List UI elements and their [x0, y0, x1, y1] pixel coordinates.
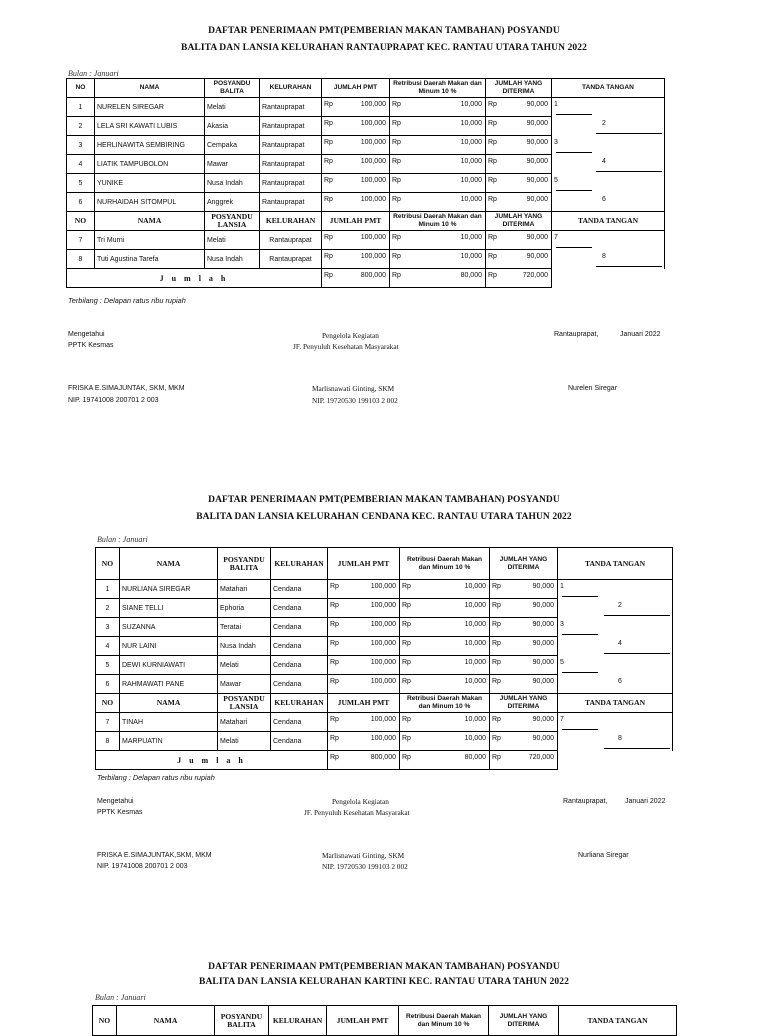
cell-nama: YUNIKE — [95, 174, 205, 193]
cell-retribusi: Rp 10,000 — [390, 136, 486, 155]
cell-no: 3 — [67, 136, 95, 155]
table-row — [96, 675, 673, 694]
header-tanda-tangan: TANDA TANGAN — [552, 212, 665, 231]
total-diterima: Rp 720,000 — [486, 269, 552, 288]
section-2-title-line-2: BALITA DAN LANSIA KELURAHAN CENDANA KEC. RANTAU UTARA TAHUN 2022 — [196, 512, 572, 522]
total-jumlah-pmt: Rp 800,000 — [328, 751, 400, 770]
cell-diterima: Rp 90,000 — [486, 136, 552, 155]
cell-no: 2 — [67, 117, 95, 136]
header-jumlah-pmt: JUMLAH PMT — [322, 212, 390, 231]
table-row — [67, 136, 665, 155]
cell-retribusi: Rp 10,000 — [400, 656, 490, 675]
section-1-mengetahui: Mengetahui — [68, 331, 105, 338]
cell-kelurahan: Cendana — [271, 637, 328, 656]
cell-posyandu: Melati — [205, 231, 260, 250]
total-label: J u m l a h — [96, 751, 328, 770]
cell-diterima: Rp 90,000 — [486, 231, 552, 250]
cell-retribusi: Rp 10,000 — [390, 174, 486, 193]
header-kelurahan: KELURAHAN — [269, 1006, 327, 1036]
header-tanda-tangan: TANDA TANGAN — [552, 79, 665, 98]
header-posyandu-lansia: POSYANDU LANSIA — [205, 212, 260, 231]
table-row — [96, 637, 673, 656]
cell-nama: NUR LAINI — [120, 637, 218, 656]
header-retribusi: Retribusi Daerah Makan dan Minum 10 % — [390, 212, 486, 231]
cell-retribusi: Rp 10,000 — [390, 193, 486, 212]
section-1-month: Bulan : Januari — [68, 69, 119, 78]
total-retribusi: Rp 80,000 — [390, 269, 486, 288]
section-2-title-line-1: DAFTAR PENERIMAAN PMT(PEMBERIAN MAKAN TAMBAHAN) POSYANDU — [208, 495, 560, 505]
cell-posyandu: Akasia — [205, 117, 260, 136]
cell-diterima: Rp 90,000 — [490, 656, 558, 675]
table-row — [67, 155, 665, 174]
cell-diterima: Rp 90,000 — [490, 580, 558, 599]
section-1-pptk: PPTK Kesmas — [68, 342, 114, 349]
cell-signature: 4 — [552, 155, 665, 174]
cell-diterima: Rp 90,000 — [490, 713, 558, 732]
cell-nama: Tuti Agustina Tarefa — [95, 250, 205, 269]
header-jumlah-diterima: JUMLAH YANG DITERIMA — [486, 212, 552, 231]
cell-kelurahan: Cendana — [271, 618, 328, 637]
cell-diterima: Rp 90,000 — [486, 117, 552, 136]
table-row — [96, 580, 673, 599]
header-nama: NAMA — [95, 79, 205, 98]
cell-signature: 1 — [552, 98, 665, 117]
cell-signature: 2 — [552, 117, 665, 136]
cell-jumlah-pmt: Rp 100,000 — [328, 618, 400, 637]
cell-jumlah-pmt: Rp 100,000 — [328, 713, 400, 732]
table-row — [67, 174, 665, 193]
cell-nama: NURHAIDAH SITOMPUL — [95, 193, 205, 212]
header-jumlah-pmt: JUMLAH PMT — [322, 79, 390, 98]
header-jumlah-diterima: JUMLAH YANG DITERIMA — [486, 79, 552, 98]
section-1-place: Rantauprapat, — [554, 331, 599, 338]
table-header-row — [67, 79, 665, 98]
cell-kelurahan: Cendana — [271, 732, 328, 751]
cell-no: 3 — [96, 618, 120, 637]
section-2-sign3-name: Nurliana Siregar — [578, 852, 629, 859]
cell-kelurahan: Rantauprapat — [260, 136, 322, 155]
header-posyandu-lansia: POSYANDU LANSIA — [218, 694, 271, 713]
cell-jumlah-pmt: Rp 100,000 — [322, 231, 390, 250]
table-total-row — [67, 269, 665, 288]
total-retribusi: Rp 80,000 — [400, 751, 490, 770]
cell-nama: RAHMAWATI PANE — [120, 675, 218, 694]
header-jumlah-diterima: JUMLAH YANG DITERIMA — [489, 1006, 559, 1036]
cell-no: 1 — [67, 98, 95, 117]
header-no: NO — [93, 1006, 117, 1036]
cell-retribusi: Rp 10,000 — [390, 250, 486, 269]
header-nama: NAMA — [117, 1006, 215, 1036]
cell-posyandu: Ephoria — [218, 599, 271, 618]
cell-jumlah-pmt: Rp 100,000 — [328, 656, 400, 675]
header-no: NO — [96, 548, 120, 580]
cell-nama: TINAH — [120, 713, 218, 732]
cell-nama: LELA SRI KAWATI LUBIS — [95, 117, 205, 136]
header-no: NO — [67, 79, 95, 98]
header-kelurahan: KELURAHAN — [271, 548, 328, 580]
table-row — [67, 117, 665, 136]
section-1-pengelola: Pengelola Kegiatan — [322, 331, 379, 340]
cell-nama: HERLINAWITA SEMBIRING — [95, 136, 205, 155]
cell-nama: NURLIANA SIREGAR — [120, 580, 218, 599]
header-retribusi: Retribusi Daerah Makan dan Minum 10 % — [390, 79, 486, 98]
table-total-row — [96, 751, 673, 770]
header-jumlah-diterima: JUMLAH YANG DITERIMA — [490, 548, 558, 580]
table-row — [96, 618, 673, 637]
cell-no: 8 — [96, 732, 120, 751]
cell-no: 7 — [96, 713, 120, 732]
cell-signature: 4 — [558, 637, 673, 656]
cell-kelurahan: Cendana — [271, 713, 328, 732]
cell-signature: 5 — [552, 174, 665, 193]
table-row — [96, 713, 673, 732]
cell-retribusi: Rp 10,000 — [400, 637, 490, 656]
section-2-sign1-name: FRISKA E.SIMAJUNTAK,SKM, MKM — [97, 852, 212, 859]
cell-diterima: Rp 90,000 — [490, 675, 558, 694]
header-jumlah-pmt: JUMLAH PMT — [327, 1006, 399, 1036]
cell-posyandu: Matahari — [218, 580, 271, 599]
cell-signature: 3 — [552, 136, 665, 155]
cell-kelurahan: Cendana — [271, 656, 328, 675]
table-row — [67, 98, 665, 117]
cell-signature: 1 — [558, 580, 673, 599]
cell-nama: SIANE TELLI — [120, 599, 218, 618]
header-no: NO — [96, 694, 120, 713]
cell-retribusi: Rp 10,000 — [400, 732, 490, 751]
total-empty — [558, 751, 673, 770]
header-posyandu-balita: POSYANDU BALITA — [215, 1006, 269, 1036]
section-2-pptk: PPTK Kesmas — [97, 809, 143, 816]
cell-diterima: Rp 90,000 — [486, 174, 552, 193]
cell-jumlah-pmt: Rp 100,000 — [328, 675, 400, 694]
cell-signature: 6 — [552, 193, 665, 212]
section-3-table — [92, 1005, 677, 1036]
cell-jumlah-pmt: Rp 100,000 — [328, 637, 400, 656]
cell-posyandu: Cempaka — [205, 136, 260, 155]
cell-signature: 7 — [558, 713, 673, 732]
header-posyandu-balita: POSYANDU BALITA — [218, 548, 271, 580]
cell-kelurahan: Rantauprapat — [260, 155, 322, 174]
cell-diterima: Rp 90,000 — [486, 193, 552, 212]
cell-signature: 6 — [558, 675, 673, 694]
cell-jumlah-pmt: Rp 100,000 — [322, 193, 390, 212]
cell-kelurahan: Rantauprapat — [260, 174, 322, 193]
cell-signature: 3 — [558, 618, 673, 637]
table-row — [67, 250, 665, 269]
cell-signature: 5 — [558, 656, 673, 675]
table-row — [67, 231, 665, 250]
table-header-row — [93, 1006, 677, 1036]
cell-jumlah-pmt: Rp 100,000 — [328, 732, 400, 751]
section-2-jf: JF. Penyuluh Kesehatan Masyarakat — [304, 808, 410, 817]
cell-diterima: Rp 90,000 — [486, 250, 552, 269]
cell-kelurahan: Rantauprapat — [260, 193, 322, 212]
cell-jumlah-pmt: Rp 100,000 — [322, 174, 390, 193]
cell-no: 2 — [96, 599, 120, 618]
cell-diterima: Rp 90,000 — [490, 618, 558, 637]
cell-jumlah-pmt: Rp 100,000 — [322, 250, 390, 269]
section-2-date: Januari 2022 — [625, 798, 666, 805]
header-retribusi: Retribusi Daerah Makan dan Minum 10 % — [399, 1006, 489, 1036]
cell-retribusi: Rp 10,000 — [400, 618, 490, 637]
section-2-place: Rantauprapat, — [563, 798, 608, 805]
cell-no: 8 — [67, 250, 95, 269]
cell-no: 5 — [96, 656, 120, 675]
cell-nama: LIATIK TAMPUBOLON — [95, 155, 205, 174]
cell-retribusi: Rp 10,000 — [390, 155, 486, 174]
cell-kelurahan: Cendana — [271, 599, 328, 618]
cell-signature: 2 — [558, 599, 673, 618]
header-nama: NAMA — [120, 694, 218, 713]
cell-jumlah-pmt: Rp 100,000 — [322, 136, 390, 155]
header-kelurahan: KELURAHAN — [260, 212, 322, 231]
table-row — [96, 656, 673, 675]
cell-jumlah-pmt: Rp 100,000 — [328, 599, 400, 618]
cell-posyandu: Melati — [205, 98, 260, 117]
section-2-pengelola: Pengelola Kegiatan — [332, 797, 389, 806]
header-tanda-tangan: TANDA TANGAN — [559, 1006, 677, 1036]
cell-posyandu: Nusa Indah — [218, 637, 271, 656]
cell-retribusi: Rp 10,000 — [390, 117, 486, 136]
section-1-jf: JF. Penyuluh Kesehatan Masyarakat — [293, 342, 399, 351]
cell-retribusi: Rp 10,000 — [400, 675, 490, 694]
cell-posyandu: Matahari — [218, 713, 271, 732]
cell-posyandu: Nusa Indah — [205, 174, 260, 193]
cell-diterima: Rp 90,000 — [486, 98, 552, 117]
section-2-sign2-name: Marlisnawati Ginting, SKM — [322, 851, 405, 860]
header-nama: NAMA — [95, 212, 205, 231]
table-header-row — [96, 548, 673, 580]
section-1-sign1-name: FRISKA E.SIMAJUNTAK, SKM, MKM — [68, 385, 185, 392]
cell-jumlah-pmt: Rp 100,000 — [328, 580, 400, 599]
section-2-mengetahui: Mengetahui — [97, 798, 134, 805]
header-nama: NAMA — [120, 548, 218, 580]
section-3-title-line-2: BALITA DAN LANSIA KELURAHAN KARTINI KEC. RANTAU UTARA TAHUN 2022 — [199, 977, 569, 987]
table-row — [67, 193, 665, 212]
cell-no: 7 — [67, 231, 95, 250]
cell-diterima: Rp 90,000 — [490, 599, 558, 618]
cell-retribusi: Rp 10,000 — [400, 713, 490, 732]
cell-retribusi: Rp 10,000 — [400, 580, 490, 599]
section-1-sign1-nip: NIP. 19741008 200701 2 003 — [68, 397, 159, 404]
cell-nama: Tri Murni — [95, 231, 205, 250]
header-tanda-tangan: TANDA TANGAN — [558, 548, 673, 580]
cell-kelurahan: Cendana — [271, 675, 328, 694]
total-label: J u m l a h — [67, 269, 322, 288]
section-3-month: Bulan : Januari — [95, 993, 146, 1002]
cell-posyandu: Mawar — [218, 675, 271, 694]
section-2-table — [95, 547, 673, 770]
cell-kelurahan: Rantauprapat — [260, 98, 322, 117]
cell-kelurahan: Cendana — [271, 580, 328, 599]
cell-diterima: Rp 90,000 — [486, 155, 552, 174]
section-2-sign1-nip: NIP. 19741008 200701 2 003 — [97, 863, 188, 870]
section-2-terbilang: Terbilang : Delapan ratus ribu rupiah — [97, 773, 215, 782]
cell-kelurahan: Rantauprapat — [260, 231, 322, 250]
table-subheader-row — [96, 694, 673, 713]
cell-jumlah-pmt: Rp 100,000 — [322, 155, 390, 174]
cell-nama: MARPUATIN — [120, 732, 218, 751]
cell-no: 5 — [67, 174, 95, 193]
header-retribusi: Retribusi Daerah Makan dan Minum 10 % — [400, 548, 490, 580]
cell-posyandu: Anggrek — [205, 193, 260, 212]
cell-no: 4 — [96, 637, 120, 656]
cell-posyandu: Nusa Indah — [205, 250, 260, 269]
cell-diterima: Rp 90,000 — [490, 732, 558, 751]
cell-retribusi: Rp 10,000 — [390, 231, 486, 250]
cell-no: 1 — [96, 580, 120, 599]
cell-posyandu: Teratai — [218, 618, 271, 637]
cell-diterima: Rp 90,000 — [490, 637, 558, 656]
cell-no: 6 — [96, 675, 120, 694]
cell-kelurahan: Rantauprapat — [260, 117, 322, 136]
cell-signature: 8 — [552, 250, 665, 269]
cell-posyandu: Melati — [218, 732, 271, 751]
cell-no: 6 — [67, 193, 95, 212]
cell-nama: SUZANNA — [120, 618, 218, 637]
section-2-sign2-nip: NIP. 19720530 199103 2 002 — [322, 862, 408, 871]
section-1-terbilang: Terbilang : Delapan ratus ribu rupiah — [68, 296, 186, 305]
cell-nama: NURELEN SIREGAR — [95, 98, 205, 117]
cell-jumlah-pmt: Rp 100,000 — [322, 98, 390, 117]
header-no: NO — [67, 212, 95, 231]
section-1-sign3-name: Nurelen Siregar — [568, 385, 618, 392]
total-empty — [552, 269, 665, 288]
cell-signature: 7 — [552, 231, 665, 250]
section-1-title-line-1: DAFTAR PENERIMAAN PMT(PEMBERIAN MAKAN TAMBAHAN) POSYANDU — [208, 26, 560, 36]
table-subheader-row — [67, 212, 665, 231]
section-1-sign2-name: Marlisnawati Ginting, SKM — [312, 384, 395, 393]
header-jumlah-pmt: JUMLAH PMT — [328, 548, 400, 580]
header-jumlah-diterima: JUMLAH YANG DITERIMA — [490, 694, 558, 713]
section-1-date: Januari 2022 — [620, 331, 661, 338]
total-diterima: Rp 720,000 — [490, 751, 558, 770]
section-1-title-line-2: BALITA DAN LANSIA KELURAHAN RANTAUPRAPAT KEC. RANTAU UTARA TAHUN 2022 — [181, 43, 587, 53]
section-3-title-line-1: DAFTAR PENERIMAAN PMT(PEMBERIAN MAKAN TAMBAHAN) POSYANDU — [208, 962, 560, 972]
cell-posyandu: Mawar — [205, 155, 260, 174]
header-kelurahan: KELURAHAN — [271, 694, 328, 713]
table-row — [96, 732, 673, 751]
section-1-table — [66, 78, 665, 288]
header-jumlah-pmt: JUMLAH PMT — [328, 694, 400, 713]
section-1-sign2-nip: NIP. 19720530 199103 2 002 — [312, 396, 398, 405]
cell-retribusi: Rp 10,000 — [400, 599, 490, 618]
total-jumlah-pmt: Rp 800,000 — [322, 269, 390, 288]
table-row — [96, 599, 673, 618]
cell-signature: 8 — [558, 732, 673, 751]
cell-jumlah-pmt: Rp 100,000 — [322, 117, 390, 136]
cell-no: 4 — [67, 155, 95, 174]
header-kelurahan: KELURAHAN — [260, 79, 322, 98]
section-2-month: Bulan : Januari — [97, 535, 148, 544]
header-retribusi: Retribusi Daerah Makan dan Minum 10 % — [400, 694, 490, 713]
header-tanda-tangan: TANDA TANGAN — [558, 694, 673, 713]
cell-kelurahan: Rantauprapat — [260, 250, 322, 269]
cell-nama: DEWI KURNIAWATI — [120, 656, 218, 675]
header-posyandu-balita: POSYANDU BALITA — [205, 79, 260, 98]
cell-posyandu: Melati — [218, 656, 271, 675]
cell-retribusi: Rp 10,000 — [390, 98, 486, 117]
